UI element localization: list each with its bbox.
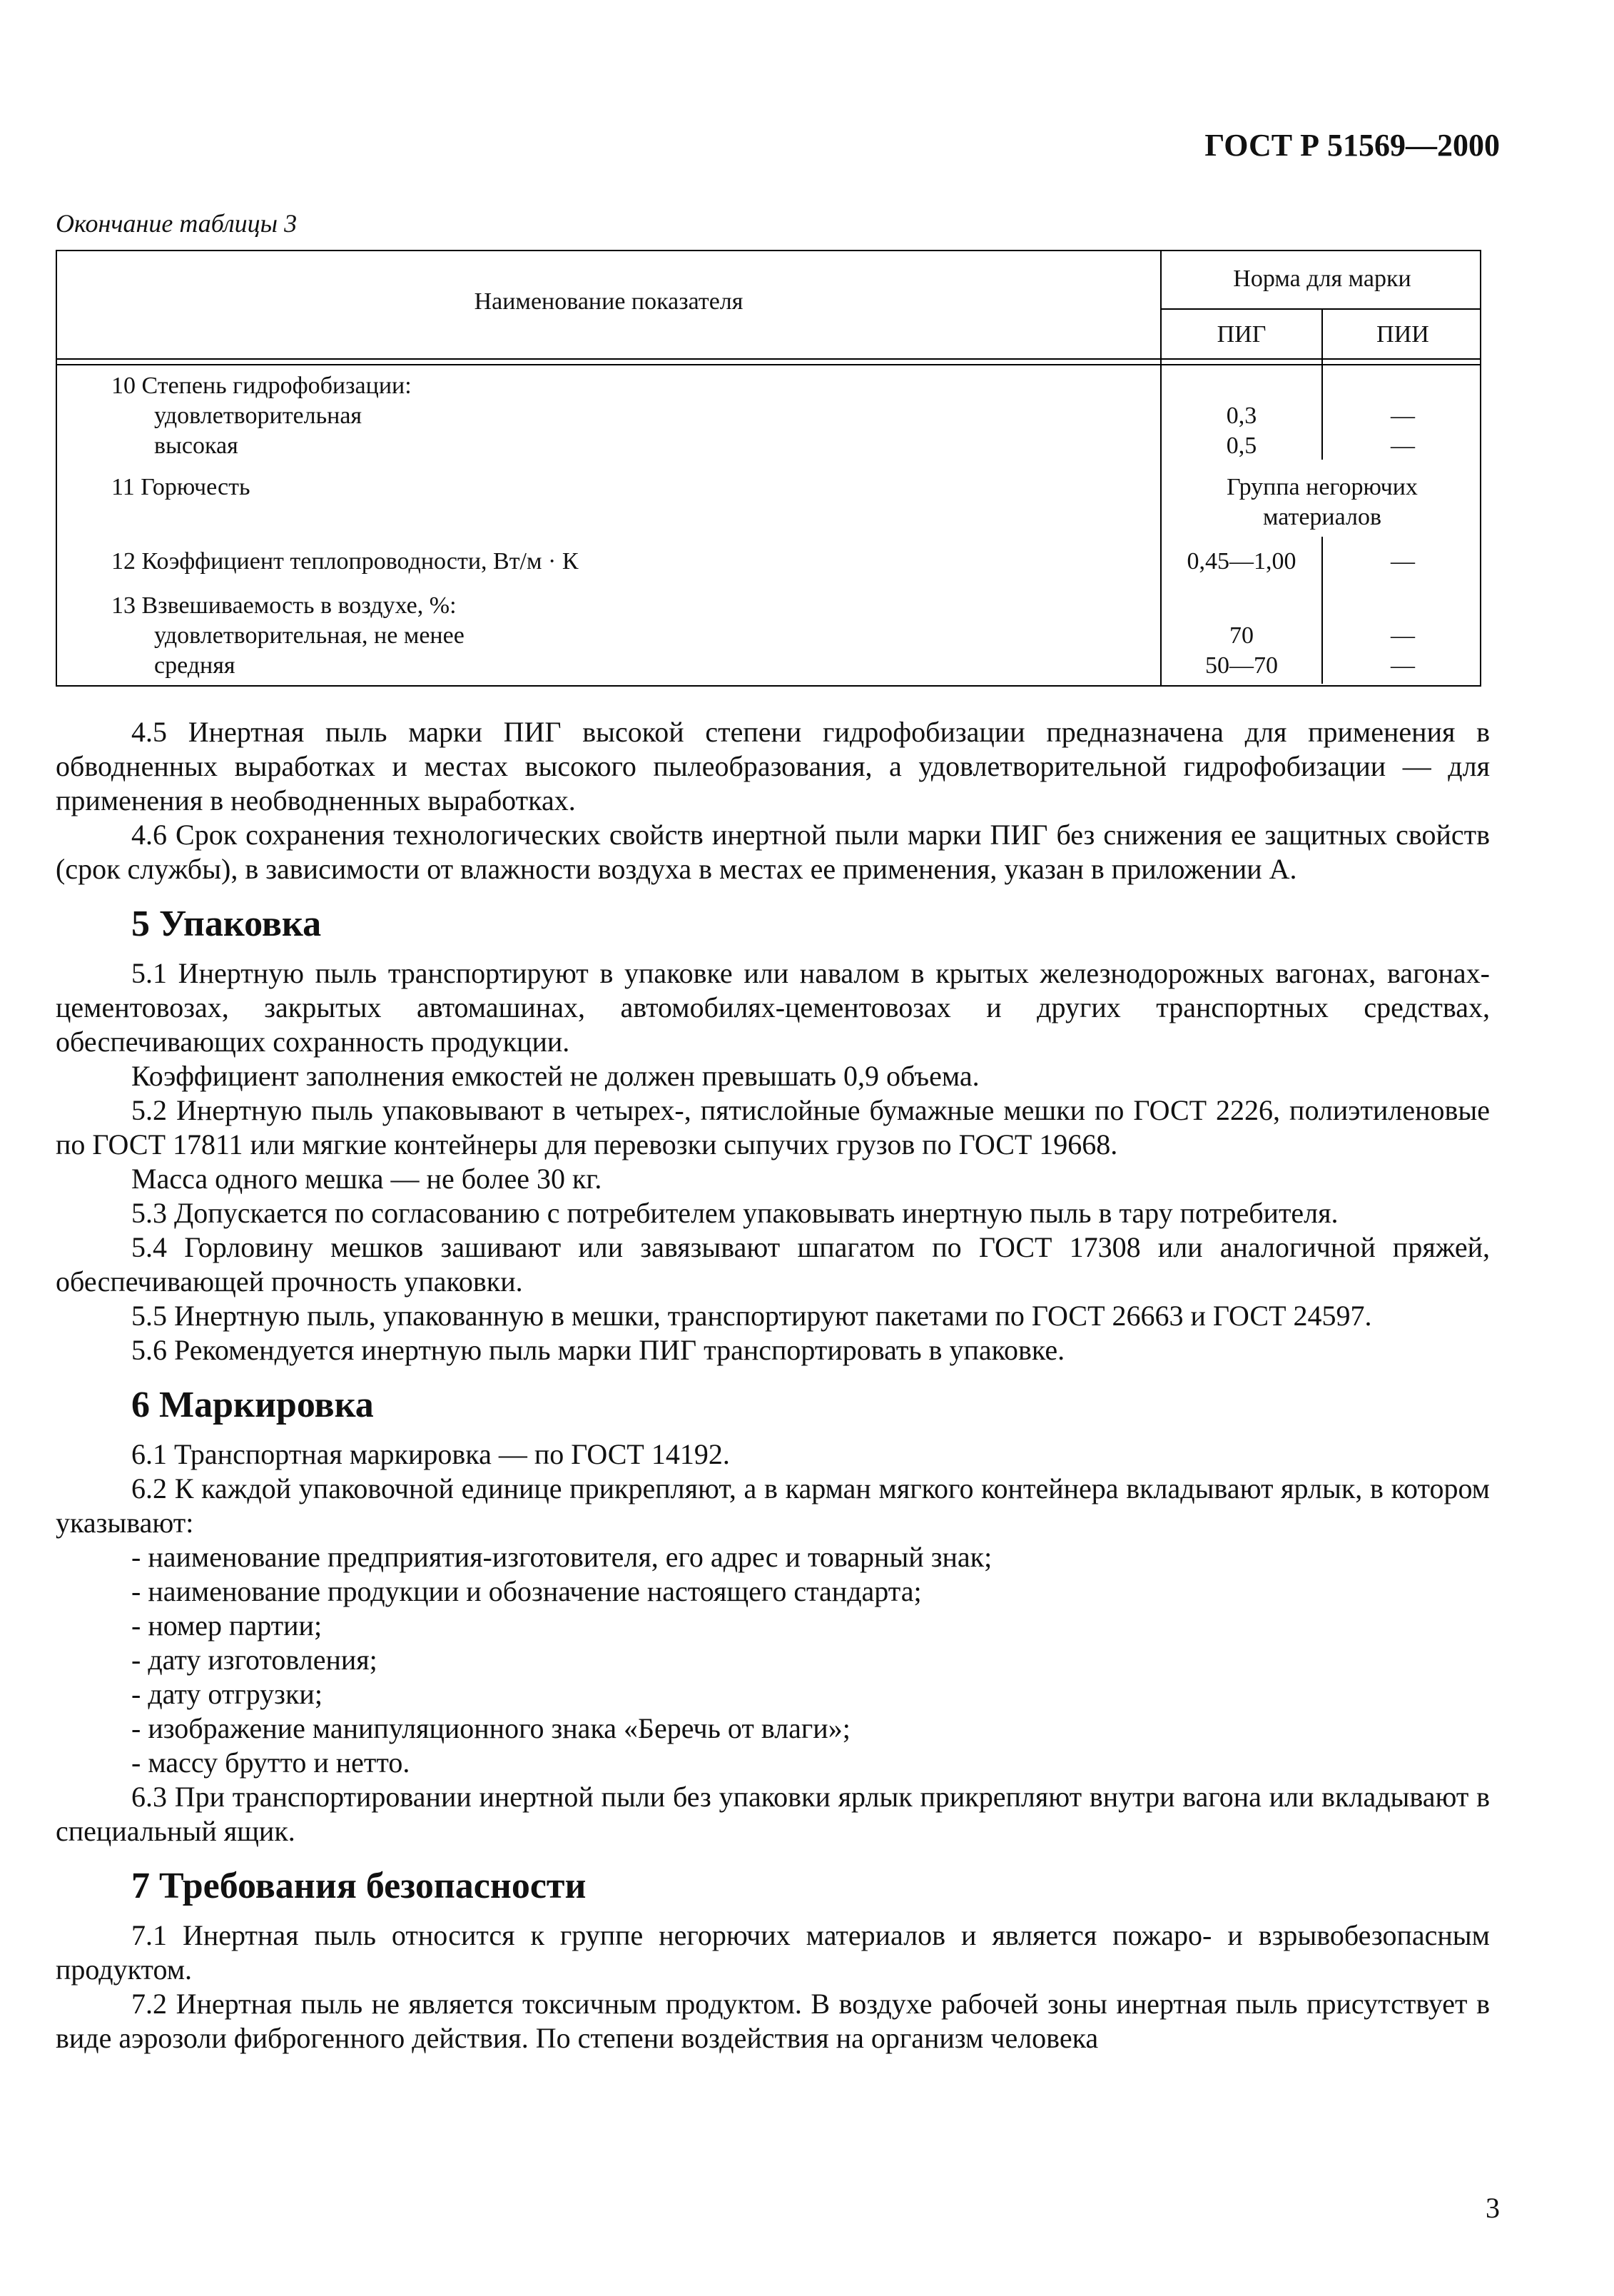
paragraph-6-2: 6.2 К каждой упаковочной единице прикрепляют, а в карман мягкого контейнера вкладывают ярлык, в котором указывают:: [56, 1472, 1490, 1539]
paragraph-5-2: 5.2 Инертную пыль упаковывают в четырех-, пятислойные бумажные мешки по ГОСТ 2226, полиэтиленовые по ГОСТ 17811 или мягкие контейнеры для перевозки сыпучих грузов по ГОСТ 19668.: [56, 1094, 1490, 1160]
list-item: - наименование продукции и обозначение настоящего стандарта;: [131, 1575, 922, 1607]
document-code: ГОСТ Р 51569—2000: [1204, 128, 1500, 163]
table-row-label: 11 Горючесть: [111, 474, 250, 500]
table-cell-pig: 50—70: [1205, 652, 1278, 679]
list-item: - массу брутто и нетто.: [131, 1746, 410, 1779]
column-header-name: Наименование показателя: [474, 288, 743, 315]
paragraph-6-3: 6.3 При транспортировании инертной пыли без упаковки ярлык прикрепляют внутри вагона или вкладывают в специальный ящик.: [56, 1781, 1490, 1847]
page-number: 3: [1486, 2192, 1500, 2224]
list-item: - изображение манипуляционного знака «Беречь от влаги»;: [131, 1712, 851, 1744]
table-row-label: высокая: [154, 433, 238, 459]
column-header-pii: ПИИ: [1376, 321, 1429, 348]
column-header-pig: ПИГ: [1217, 321, 1267, 348]
table-divider: [1160, 308, 1481, 310]
list-item: - номер партии;: [131, 1609, 323, 1642]
table-cell-pii: —: [1391, 403, 1415, 429]
table-cell-pig: 0,45—1,00: [1187, 548, 1296, 575]
specs-table: [56, 250, 1481, 687]
paragraph-5-1-note: Коэффициент заполнения емкостей не должен превышать 0,9 объема.: [131, 1060, 980, 1092]
paragraph-5-6: 5.6 Рекомендуется инертную пыль марки ПИГ транспортировать в упаковке.: [131, 1334, 1065, 1366]
table-cell-pii: —: [1391, 652, 1415, 679]
list-item: - наименование предприятия-изготовителя, его адрес и товарный знак;: [131, 1541, 993, 1573]
paragraph-5-5: 5.5 Инертную пыль, упакованную в мешки, транспортируют пакетами по ГОСТ 26663 и ГОСТ 24597.: [131, 1300, 1372, 1332]
table-row-label: 13 Взвешиваемость в воздухе, %:: [111, 592, 457, 619]
paragraph-4-5: 4.5 Инертная пыль марки ПИГ высокой степени гидрофобизации предназначена для применения в обводненных выработках и местах высокого пылеобразования, а удовлетворительной гидрофобизации — для применения в необводненных выработках.: [56, 716, 1490, 816]
table-row-label: 12 Коэффициент теплопроводности, Вт/м · К: [111, 548, 579, 575]
document-body: [56, 715, 1490, 2055]
table-row-label: 10 Степень гидрофобизации:: [111, 373, 412, 399]
paragraph-5-2-note: Масса одного мешка — не более 30 кг.: [131, 1163, 602, 1195]
column-group-header: Норма для марки: [1233, 265, 1411, 292]
table-row-label: удовлетворительная: [154, 403, 362, 429]
paragraph-6-1: 6.1 Транспортная маркировка — по ГОСТ 14192.: [131, 1438, 730, 1470]
table-row-label: средняя: [154, 652, 235, 679]
table-divider: [1160, 251, 1162, 685]
paragraph-7-1: 7.1 Инертная пыль относится к группе негорючих материалов и является пожаро- и взрывобезопасным продуктом.: [56, 1919, 1490, 1986]
table-row-label: удовлетворительная, не менее: [154, 622, 465, 649]
list-item: - дату изготовления;: [131, 1644, 377, 1676]
table-cell-pii: —: [1391, 548, 1415, 575]
section-heading-7: 7 Требования безопасности: [131, 1866, 587, 1906]
paragraph-5-4: 5.4 Горловину мешков зашивают или завязывают шпагатом по ГОСТ 17308 или аналогичной пряжей, обеспечивающей прочность упаковки.: [56, 1231, 1490, 1298]
table-divider: [57, 364, 1481, 365]
section-heading-6: 6 Маркировка: [131, 1385, 374, 1425]
list-item: - дату отгрузки;: [131, 1678, 323, 1710]
table-caption: Окончание таблицы 3: [56, 209, 298, 238]
table-cell-pii: —: [1391, 622, 1415, 649]
table-cell-span: материалов: [1262, 504, 1382, 530]
table-divider: [57, 358, 1481, 360]
section-heading-5: 5 Упаковка: [131, 904, 322, 944]
table-cell-pig: 70: [1229, 622, 1254, 649]
paragraph-7-2: 7.2 Инертная пыль не является токсичным продуктом. В воздухе рабочей зоны инертная пыль присутствует в виде аэрозоли фиброгенного действия. По степени воздействия на организм человека: [56, 1988, 1490, 2054]
paragraph-5-3: 5.3 Допускается по согласованию с потребителем упаковывать инертную пыль в тару потребителя.: [131, 1197, 1339, 1229]
table-cell-span: Группа негорючих: [1227, 474, 1418, 500]
table-cell-pii: —: [1391, 433, 1415, 459]
paragraph-5-1: 5.1 Инертную пыль транспортируют в упаковке или навалом в крытых железнодорожных вагонах, вагонах-цементовозах, закрытых автомашинах, автомобилях-цементовозах и других транспортных средствах, обеспечивающих сохранность продукции.: [56, 957, 1490, 1058]
table-cell-pig: 0,3: [1226, 403, 1257, 429]
paragraph-4-6: 4.6 Срок сохранения технологических свойств инертной пыли марки ПИГ без снижения ее защитных свойств (срок службы), в зависимости от влажности воздуха в местах ее применения, указан в приложении А.: [56, 819, 1490, 885]
table-cell-pig: 0,5: [1226, 433, 1257, 459]
